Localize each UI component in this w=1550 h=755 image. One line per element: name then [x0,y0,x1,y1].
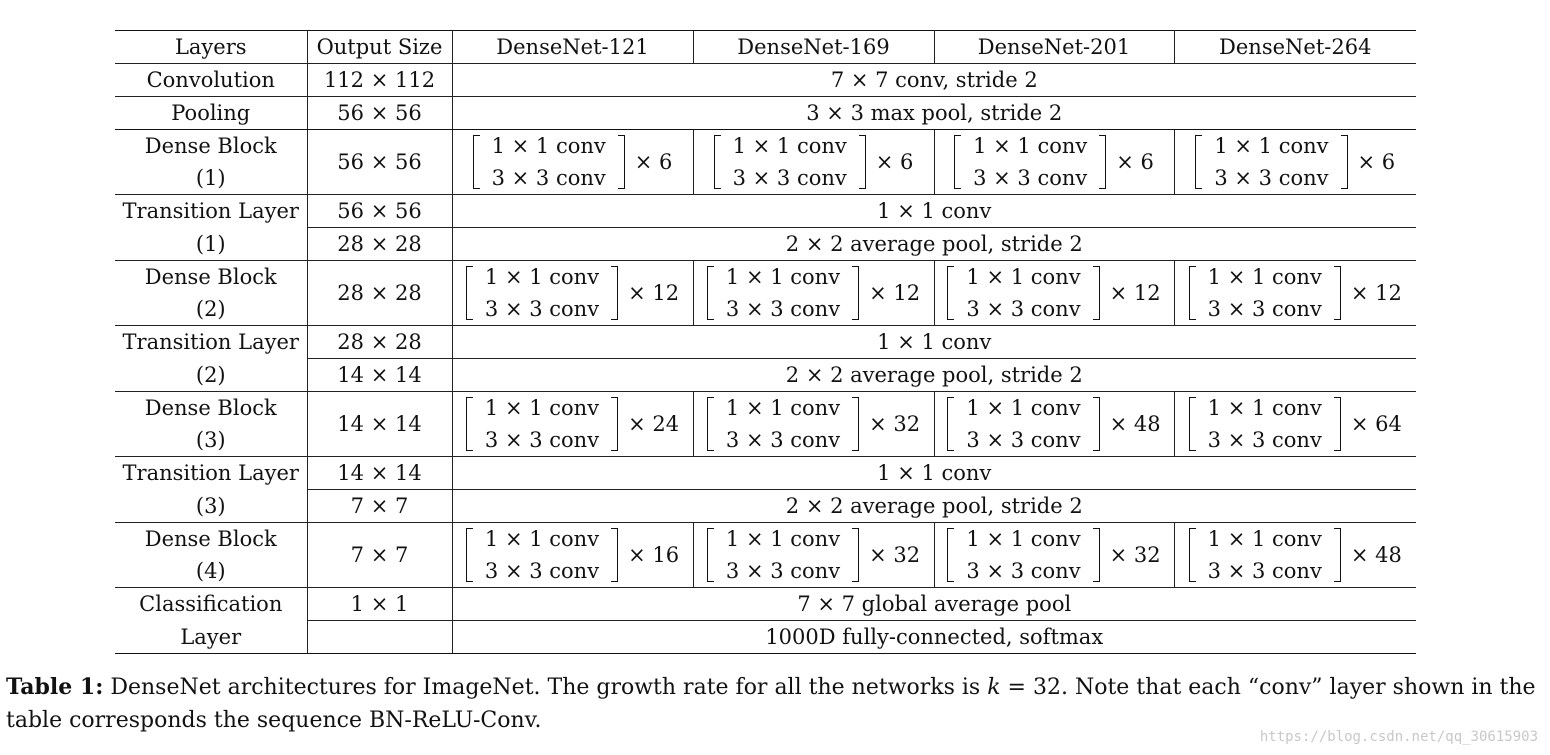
repeat-multiplier: × 12 [1109,281,1161,305]
block-layers [721,130,859,194]
transition-layer-row-1 [115,326,1416,359]
right-bracket [1099,135,1106,189]
caption-label: Table 1: [6,674,104,700]
left-bracket [707,528,714,582]
transition-layer-row-2 [115,359,1416,392]
block-line-3x3: 3 × 3 conv [966,428,1081,452]
transition-layer-row-2 [115,228,1416,261]
right-bracket [1093,397,1100,451]
left-bracket [947,528,954,582]
dense-block-cell [693,261,934,326]
layer-name [115,523,307,588]
block-line-3x3: 3 × 3 conv [966,297,1081,321]
layer-description: 7 × 7 global average pool [452,588,1416,621]
caption-math-k: k [987,675,1001,700]
left-bracket [707,266,714,320]
block-line-1x1: 1 × 1 conv [966,527,1081,551]
block-line-3x3: 3 × 3 conv [732,166,847,190]
right-bracket [1341,135,1348,189]
layer-name-line2: (2) [195,297,226,321]
layer-name: Convolution [115,64,307,97]
dense-block-cell [452,261,693,326]
block-line-3x3: 3 × 3 conv [484,428,600,452]
pooling-row [115,97,1416,130]
left-bracket [707,397,714,451]
layer-description: 2 × 2 average pool, stride 2 [452,490,1416,523]
output-size: 56 × 56 [307,195,452,228]
repeat-multiplier: × 6 [1357,150,1396,174]
repeat-multiplier: × 48 [1350,543,1402,567]
layer-name-line2: (1) [115,228,307,261]
output-size: 28 × 28 [307,228,452,261]
dense-block-cell [452,523,693,588]
header-densenet-264: DenseNet-264 [1174,31,1416,64]
left-bracket [1195,135,1202,189]
header-layers: Layers [115,31,307,64]
right-bracket [618,135,625,189]
repeat-multiplier: × 32 [1109,543,1161,567]
layer-name-line1: Transition Layer [115,457,307,490]
repeat-multiplier: × 6 [634,150,673,174]
block-line-3x3: 3 × 3 conv [1207,559,1322,583]
repeat-multiplier: × 64 [1350,412,1402,436]
layer-description: 2 × 2 average pool, stride 2 [452,359,1416,392]
block-line-3x3: 3 × 3 conv [484,559,600,583]
dense-block-cell [693,523,934,588]
dense-block-row [115,130,1416,195]
layer-description: 1 × 1 conv [452,195,1416,228]
left-bracket [714,135,721,189]
right-bracket [611,266,618,320]
repeat-multiplier: × 6 [875,150,914,174]
output-size: 14 × 14 [307,359,452,392]
block-line-1x1: 1 × 1 conv [484,527,600,551]
repeat-multiplier: × 32 [869,543,921,567]
output-size: 1 × 1 [307,588,452,621]
layer-description: 1 × 1 conv [452,326,1416,359]
block-layers [1196,523,1334,587]
output-size: 28 × 28 [307,326,452,359]
dense-block-cell [934,130,1174,195]
right-bracket [611,397,618,451]
block-layers [954,523,1092,587]
repeat-multiplier: × 24 [628,412,680,436]
convolution-row [115,64,1416,97]
block-line-3x3: 3 × 3 conv [973,166,1088,190]
repeat-multiplier: × 12 [869,281,921,305]
repeat-multiplier: × 6 [1116,150,1154,174]
caption-text-before: DenseNet architectures for ImageNet. The growth rate for all the networks is [103,675,988,700]
header-output-size: Output Size [307,31,452,64]
block-line-1x1: 1 × 1 conv [484,396,600,420]
right-bracket [1093,528,1100,582]
left-bracket [954,135,961,189]
block-line-1x1: 1 × 1 conv [491,134,606,158]
layer-name-line1: Dense Block [144,396,277,420]
layer-name-line1: Transition Layer [115,326,307,359]
left-bracket [1189,266,1196,320]
block-line-3x3: 3 × 3 conv [491,166,606,190]
block-line-3x3: 3 × 3 conv [725,428,841,452]
transition-layer-row-2 [115,490,1416,523]
transition-layer-row-1 [115,457,1416,490]
block-layers [1202,130,1340,194]
block-layers [473,392,611,456]
left-bracket [947,266,954,320]
dense-block-cell [934,523,1174,588]
left-bracket [466,397,473,451]
densenet-architecture-table [115,30,1416,654]
right-bracket [611,528,618,582]
layer-name-line2: (4) [195,559,226,583]
layer-description: 2 × 2 average pool, stride 2 [452,228,1416,261]
layer-name [115,392,307,457]
output-size: 14 × 14 [307,457,452,490]
left-bracket [466,528,473,582]
block-layers [1196,261,1334,325]
left-bracket [947,397,954,451]
left-bracket [1189,528,1196,582]
header-row [115,31,1416,64]
right-bracket [852,528,859,582]
dense-block-cell [1174,392,1416,457]
header-densenet-121: DenseNet-121 [452,31,693,64]
dense-block-row [115,523,1416,588]
layer-name: Pooling [115,97,307,130]
block-line-3x3: 3 × 3 conv [725,297,841,321]
left-bracket [1189,397,1196,451]
block-line-1x1: 1 × 1 conv [732,134,847,158]
output-size: 56 × 56 [307,97,452,130]
block-layers [480,130,618,194]
right-bracket [1334,397,1341,451]
dense-block-cell [934,261,1174,326]
block-line-1x1: 1 × 1 conv [1207,527,1322,551]
layer-name-line2: (1) [195,166,226,190]
transition-layer-row-1 [115,195,1416,228]
layer-name-line2: (2) [115,359,307,392]
dense-block-cell [693,392,934,457]
right-bracket [1093,266,1100,320]
layer-name-line1: Dense Block [144,527,277,551]
output-size [307,621,452,654]
block-line-3x3: 3 × 3 conv [725,559,841,583]
block-layers [954,261,1092,325]
block-layers [473,261,611,325]
table-caption [6,671,1546,737]
block-line-1x1: 1 × 1 conv [725,396,841,420]
block-layers [473,523,611,587]
repeat-multiplier: × 16 [628,543,680,567]
layer-description: 1000D fully-connected, softmax [452,621,1416,654]
repeat-multiplier: × 32 [869,412,921,436]
layer-name-line2: (3) [115,490,307,523]
block-line-1x1: 1 × 1 conv [973,134,1088,158]
block-line-3x3: 3 × 3 conv [966,559,1081,583]
block-layers [954,392,1092,456]
layer-name [115,130,307,195]
layer-name-line2: (3) [195,428,226,452]
layer-description: 1 × 1 conv [452,457,1416,490]
output-size: 7 × 7 [307,490,452,523]
right-bracket [852,397,859,451]
block-line-1x1: 1 × 1 conv [1207,265,1322,289]
layer-description: 7 × 7 conv, stride 2 [452,64,1416,97]
layer-name-line1: Dense Block [144,134,277,158]
layer-name-line2: Layer [115,621,307,654]
block-line-1x1: 1 × 1 conv [484,265,600,289]
layer-description: 3 × 3 max pool, stride 2 [452,97,1416,130]
output-size: 112 × 112 [307,64,452,97]
dense-block-row [115,261,1416,326]
watermark: https://blog.csdn.net/qq_30615903 [1259,729,1538,745]
output-size: 7 × 7 [307,523,452,588]
dense-block-cell [1174,261,1416,326]
repeat-multiplier: × 48 [1109,412,1161,436]
block-line-1x1: 1 × 1 conv [1214,134,1329,158]
dense-block-cell [693,130,934,195]
output-size: 56 × 56 [307,130,452,195]
left-bracket [473,135,480,189]
dense-block-cell [452,392,693,457]
dense-block-cell [1174,523,1416,588]
block-layers [1196,392,1334,456]
layer-name-line1: Transition Layer [115,195,307,228]
block-layers [714,523,852,587]
dense-block-cell [452,130,693,195]
block-line-1x1: 1 × 1 conv [725,265,841,289]
classification-layer-row-1 [115,588,1416,621]
block-line-3x3: 3 × 3 conv [1207,428,1322,452]
right-bracket [852,266,859,320]
block-line-3x3: 3 × 3 conv [1207,297,1322,321]
block-layers [714,392,852,456]
right-bracket [1334,266,1341,320]
output-size: 28 × 28 [307,261,452,326]
caption-text-after: = 32. Note that each “conv” layer shown in the table corresponds the sequence BN-ReLU-Conv. [6,675,1536,733]
right-bracket [1334,528,1341,582]
classification-layer-row-2 [115,621,1416,654]
layer-name-line1: Dense Block [144,265,277,289]
block-line-1x1: 1 × 1 conv [725,527,841,551]
repeat-multiplier: × 12 [1350,281,1402,305]
block-layers [714,261,852,325]
block-line-3x3: 3 × 3 conv [484,297,600,321]
repeat-multiplier: × 12 [628,281,680,305]
left-bracket [466,266,473,320]
header-densenet-201: DenseNet-201 [934,31,1174,64]
right-bracket [859,135,866,189]
output-size: 14 × 14 [307,392,452,457]
block-line-1x1: 1 × 1 conv [966,396,1081,420]
block-line-1x1: 1 × 1 conv [1207,396,1322,420]
header-densenet-169: DenseNet-169 [693,31,934,64]
layer-name-line1: Classification [115,588,307,621]
block-line-3x3: 3 × 3 conv [1214,166,1329,190]
block-line-1x1: 1 × 1 conv [966,265,1081,289]
dense-block-cell [1174,130,1416,195]
block-layers [961,130,1099,194]
dense-block-row [115,392,1416,457]
dense-block-cell [934,392,1174,457]
layer-name [115,261,307,326]
